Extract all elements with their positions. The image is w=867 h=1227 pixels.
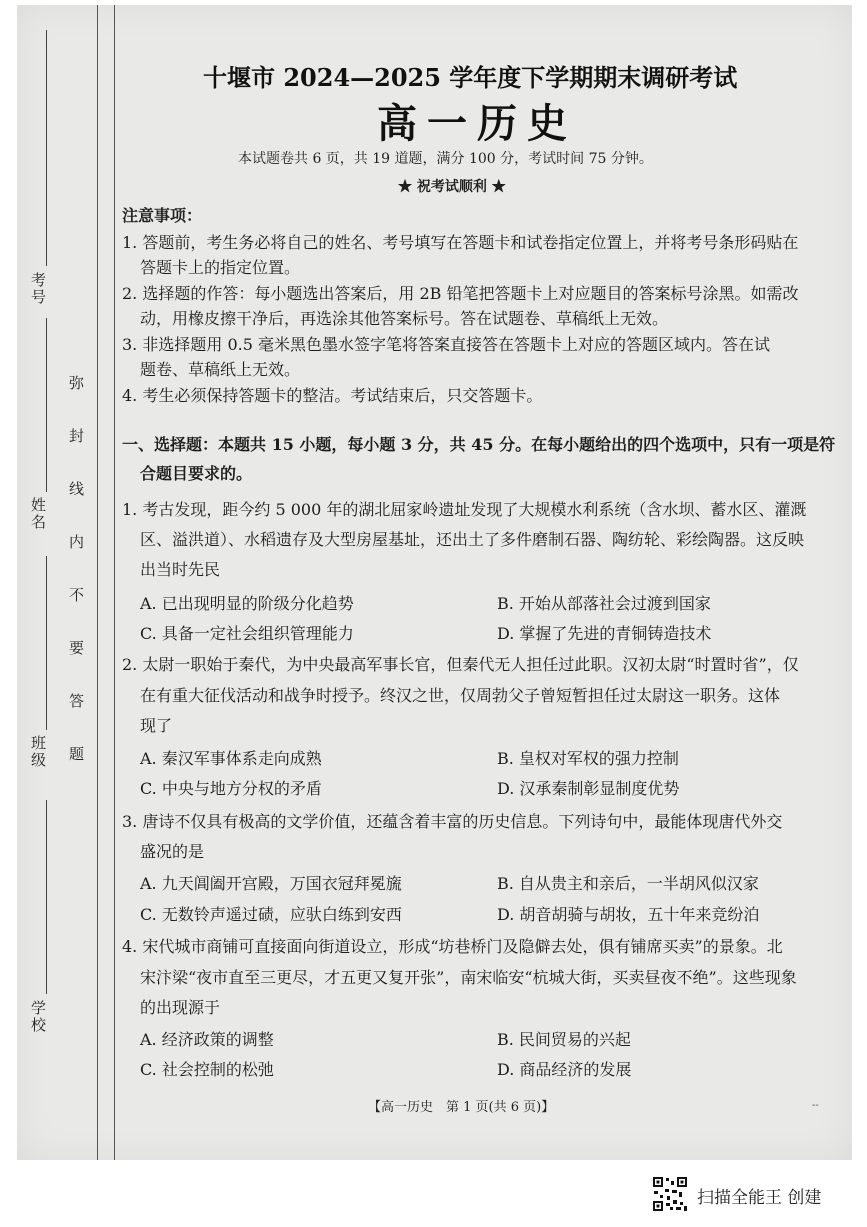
notice-line: 题卷、草稿纸上无效。: [140, 360, 301, 379]
exam-info: 本试题卷共 6 页，共 19 道题，满分 100 分，考试时间 75 分钟。: [238, 151, 653, 167]
class-label: 班级: [29, 735, 47, 769]
question-2-stem: 2. 太尉一职始于秦代，为中央最高军事长官，但秦代无人担任过此职。汉初太尉“时置时省”，仅: [122, 655, 799, 674]
question-3-option-d: D. 胡音胡骑与胡妆，五十年来竞纷泊: [497, 905, 760, 924]
notice-line: 动，用橡皮擦干净后，再选涂其他答案标号。答在试题卷、草稿纸上无效。: [140, 309, 669, 328]
subject-title: 高一历史: [377, 100, 577, 147]
question-1-stem: 出当时先民: [140, 560, 221, 579]
question-1-option-c: C. 具备一定社会组织管理能力: [140, 624, 354, 643]
question-4-option-c: C. 社会控制的松弛: [140, 1060, 274, 1079]
scanner-brand: 扫描全能王 创建: [697, 1188, 822, 1208]
question-4-option-b: B. 民间贸易的兴起: [497, 1030, 631, 1049]
section-heading-cont: 合题目要求的。: [140, 464, 253, 483]
seal-line-left: [97, 5, 98, 1160]
exam-title: 十堰市 2024—2025 学年度下学期期末调研考试: [203, 63, 738, 92]
notice-line: 4. 考生必须保持答题卡的整洁。考试结束后，只交答题卡。: [122, 386, 543, 405]
question-2-option-b: B. 皇权对军权的强力控制: [497, 749, 679, 768]
question-3-option-b: B. 自从贵主和亲后，一半胡风似汉家: [497, 874, 759, 893]
question-1-option-b: B. 开始从部落社会过渡到国家: [497, 594, 711, 613]
question-2-option-d: D. 汉承秦制彰显制度优势: [497, 779, 680, 798]
question-2-stem: 在有重大征伐活动和战争时授予。终汉之世，仅周勃父子曾短暂担任过太尉这一职务。这体: [140, 686, 781, 705]
question-4-option-a: A. 经济政策的调整: [140, 1030, 274, 1049]
section-heading: 一、选择题：本题共 15 小题，每小题 3 分，共 45 分。在每小题给出的四个选项中，只有一项是符: [122, 435, 836, 454]
question-1-option-d: D. 掌握了先进的青铜铸造技术: [497, 624, 712, 643]
question-4-option-d: D. 商品经济的发展: [497, 1060, 632, 1079]
seal-warning: 弥封线内不要答题: [67, 375, 85, 799]
exam-no-label: 考号: [29, 272, 47, 306]
question-3-stem: 盛况的是: [140, 842, 205, 861]
exam-no-blank: [46, 30, 47, 266]
question-3-stem: 3. 唐诗不仅具有极高的文学价值，还蕴含着丰富的历史信息。下列诗句中，最能体现唐代外交: [122, 812, 783, 831]
question-3-option-c: C. 无数铃声遥过碛，应驮白练到安西: [140, 905, 402, 924]
question-1-option-a: A. 已出现明显的阶级分化趋势: [140, 594, 354, 613]
question-4-stem: 4. 宋代城市商铺可直接面向街道设立，形成“坊巷桥门及隐僻去处，俱有铺席买卖”的景象。北: [122, 937, 783, 956]
question-2-option-c: C. 中央与地方分权的矛盾: [140, 779, 322, 798]
question-1-stem: 1. 考古发现，距今约 5 000 年的湖北屈家岭遗址发现了大规模水利系统（含水坝、蓄水区、灌溉: [122, 500, 807, 519]
notice-heading: 注意事项：: [122, 206, 203, 225]
good-luck-banner: ★ 祝考试顺利 ★: [398, 179, 506, 195]
name-blank: [46, 318, 47, 492]
footer-dash: --: [812, 1100, 819, 1111]
school-label: 学校: [29, 1000, 47, 1034]
qr-code-icon: [652, 1176, 688, 1212]
school-blank: [46, 800, 47, 994]
question-2-stem: 现了: [140, 716, 173, 735]
class-blank: [46, 556, 47, 730]
notice-line: 1. 答题前，考生务必将自己的姓名、考号填写在答题卡和试卷指定位置上，并将考号条形码贴在: [122, 233, 799, 252]
seal-line-right: [114, 5, 115, 1160]
notice-line: 3. 非选择题用 0.5 毫米黑色墨水签字笔将答案直接答在答题卡上对应的答题区域内。答在试: [122, 335, 770, 354]
page-footer: 【高一历史 第 1 页(共 6 页)】: [368, 1100, 555, 1115]
question-4-stem: 宋汴梁“夜市直至三更尽，才五更又复开张”，南宋临安“杭城大街，买卖昼夜不绝”。这些现象: [140, 968, 797, 987]
notice-line: 答题卡上的指定位置。: [140, 258, 301, 277]
question-3-option-a: A. 九天阊阖开宫殿，万国衣冠拜冕旒: [140, 874, 402, 893]
name-label: 姓名: [29, 497, 47, 531]
question-4-stem: 的出现源于: [140, 998, 221, 1017]
question-1-stem: 区、溢洪道）、水稻遗存及大型房屋基址，还出土了多件磨制石器、陶纺轮、彩绘陶器。这反映: [140, 530, 805, 549]
notice-line: 2. 选择题的作答：每小题选出答案后，用 2B 铅笔把答题卡上对应题目的答案标号涂黑。如需改: [122, 284, 799, 303]
question-2-option-a: A. 秦汉军事体系走向成熟: [140, 749, 322, 768]
